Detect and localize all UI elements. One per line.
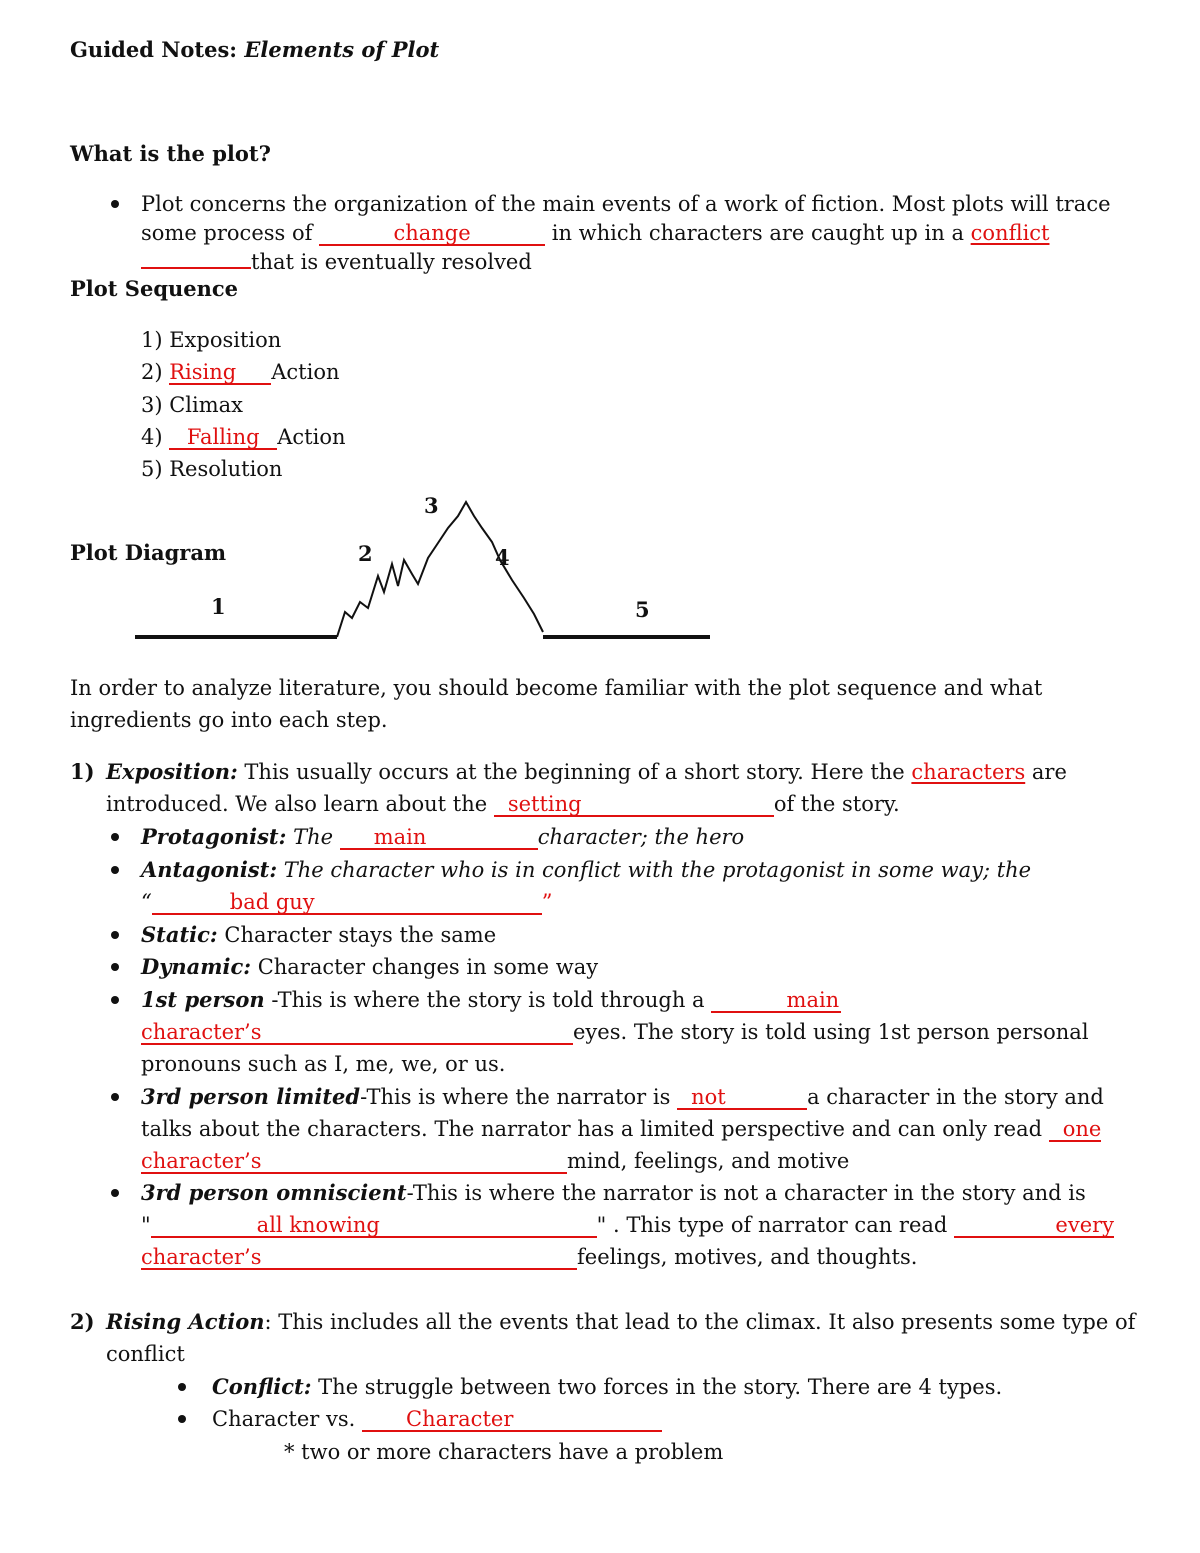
antagonist-line	[141, 856, 1031, 884]
first-person-line3: pronouns such as I, me, we, or us.	[141, 1052, 506, 1076]
dynamic-line	[141, 953, 598, 981]
plot-def-line3	[141, 247, 532, 276]
sequence-item-1: 1) Exposition	[141, 328, 282, 352]
static-line	[141, 921, 496, 949]
first-person-line	[141, 986, 841, 1014]
third-limited-text-2: a character in the story and	[807, 1085, 1104, 1109]
third-omniscient-line	[141, 1179, 1086, 1207]
exposition-t1: This usually occurs at the beginning of a short story. Here the	[237, 760, 912, 784]
protagonist-label: Protagonist:	[141, 824, 287, 849]
sequence-num: 4)	[141, 425, 170, 449]
plot-def-text-b: in which characters are caught up in a	[545, 221, 971, 245]
first-person-line2	[141, 1018, 1089, 1046]
cvc-text: Character vs.	[212, 1407, 363, 1431]
bullet-icon	[111, 931, 119, 939]
intro-line1: In order to analyze literature, you should become familiar with the plot sequence and what	[70, 676, 1043, 700]
sequence-heading: Plot Sequence	[70, 276, 239, 301]
diagram-label-1: 1	[211, 594, 226, 619]
bullet-icon	[111, 200, 119, 208]
sequence-item-4	[141, 423, 345, 451]
first-person-label: 1st person	[141, 987, 265, 1012]
answer-main: main	[340, 826, 538, 850]
third-limited-line2	[141, 1115, 1101, 1143]
section-number: 2)	[70, 1309, 95, 1334]
answer-rising: Rising	[169, 361, 271, 385]
bullet-icon	[178, 1415, 186, 1423]
dynamic-label: Dynamic:	[141, 954, 252, 979]
answer-characters-3: character’s	[141, 1246, 577, 1270]
conflict-label: Conflict:	[212, 1374, 312, 1399]
third-omniscient-text-2: " . This type of narrator can read	[596, 1213, 955, 1237]
answer-every: every	[954, 1214, 1114, 1238]
bullet-icon	[178, 1383, 186, 1391]
diagram-heading: Plot Diagram	[70, 540, 227, 565]
static-text: Character stays the same	[217, 923, 497, 947]
answer-change: change	[319, 222, 545, 246]
answer-all-knowing: all knowing	[151, 1214, 597, 1238]
protagonist-text: The	[286, 825, 340, 849]
bullet-icon	[111, 963, 119, 971]
rising-label: Rising Action	[106, 1309, 265, 1334]
exposition-text	[106, 758, 1067, 786]
third-omniscient-line2	[141, 1211, 1114, 1239]
exposition-t2: introduced. We also learn about the	[106, 792, 494, 816]
answer-falling: Falling	[169, 426, 277, 450]
sequence-item-2	[141, 358, 339, 386]
third-limited-label: 3rd person limited	[141, 1084, 361, 1109]
bullet-icon	[111, 1093, 119, 1101]
static-label: Static:	[141, 922, 218, 947]
page-title	[70, 36, 439, 64]
plot-def-line2	[141, 219, 1050, 247]
quote-mark: "	[141, 1213, 151, 1237]
diagram-label-3: 3	[424, 493, 439, 518]
blank-line	[141, 247, 251, 269]
conflict-text: The struggle between two forces in the story. There are 4 types.	[311, 1375, 1003, 1399]
open-quote: “	[141, 890, 152, 914]
sequence-text: Action	[277, 425, 346, 449]
third-omniscient-line3	[141, 1243, 917, 1271]
sequence-text: Action	[271, 360, 340, 384]
dynamic-text: Character changes in some way	[251, 955, 599, 979]
section-number: 1)	[70, 759, 95, 784]
antagonist-line2	[141, 888, 553, 916]
rising-falling-zigzag	[337, 502, 543, 637]
rising-text	[106, 1308, 1135, 1336]
answer-bad-guy: bad guy	[152, 891, 542, 915]
bullet-icon	[111, 1189, 119, 1197]
bullet-icon	[111, 833, 119, 841]
conflict-line	[212, 1373, 1002, 1401]
plot-def-line1: Plot concerns the organization of the main events of a work of fiction. Most plots will trace	[141, 192, 1111, 216]
answer-conflict: conflict	[970, 221, 1050, 245]
title-emphasis: Elements of Plot	[244, 37, 440, 62]
exposition-line2	[106, 790, 900, 818]
antagonist-label: Antagonist:	[141, 857, 278, 882]
third-limited-line	[141, 1083, 1104, 1111]
third-limited-text: -This is where the narrator is	[360, 1085, 678, 1109]
answer-one: one	[1049, 1118, 1102, 1142]
exposition-label: Exposition:	[106, 759, 238, 784]
rising-t1: : This includes all the events that lead to the climax. It also presents some type of	[264, 1310, 1136, 1334]
third-omniscient-text: -This is where the narrator is not a character in the story and is	[406, 1181, 1086, 1205]
what-heading: What is the plot?	[70, 141, 271, 166]
third-omniscient-label: 3rd person omniscient	[141, 1180, 407, 1205]
plot-def-text: some process of	[141, 221, 320, 245]
antagonist-text: The character who is in conflict with the protagonist in some way; the	[277, 858, 1032, 882]
plot-diagram	[0, 480, 760, 650]
first-person-text-2: eyes. The story is told using 1st person personal	[573, 1020, 1089, 1044]
answer-characters-2: character’s	[141, 1150, 567, 1174]
third-limited-text-3: talks about the characters. The narrator has a limited perspective and can only read	[141, 1117, 1049, 1141]
answer-setting: setting	[494, 793, 774, 817]
third-omniscient-text-3: feelings, motives, and thoughts.	[577, 1245, 918, 1269]
close-quote: ”	[541, 890, 553, 914]
exposition-line1	[70, 758, 1067, 786]
answer-characters-1: character’s	[141, 1021, 573, 1045]
rising-line1	[70, 1308, 1136, 1336]
sequence-item-5: 5) Resolution	[141, 457, 283, 481]
answer-not: not	[677, 1086, 807, 1110]
diagram-label-4: 4	[495, 545, 510, 570]
answer-characters: characters	[911, 760, 1026, 784]
rising-line2: conflict	[106, 1342, 185, 1366]
protagonist-text-2: character; the hero	[537, 825, 745, 849]
third-limited-text-4: mind, feelings, and motive	[567, 1149, 850, 1173]
answer-main-2: main	[711, 989, 841, 1013]
bullet-icon	[111, 996, 119, 1004]
sequence-num: 2)	[141, 360, 170, 384]
sequence-item-3: 3) Climax	[141, 393, 244, 417]
intro-line2: ingredients go into each step.	[70, 708, 388, 732]
character-vs-character-line	[212, 1405, 662, 1433]
exposition-t2b: of the story.	[773, 792, 900, 816]
diagram-label-2: 2	[358, 541, 373, 566]
cvc-note: * two or more characters have a problem	[284, 1440, 724, 1464]
third-limited-line3	[141, 1147, 849, 1175]
plot-def-text-c: that is eventually resolved	[251, 250, 532, 274]
exposition-t1b: are	[1025, 760, 1067, 784]
diagram-label-5: 5	[635, 597, 650, 622]
answer-character: Character	[362, 1408, 662, 1432]
protagonist-line	[141, 823, 744, 851]
title-prefix: Guided Notes:	[70, 37, 245, 62]
first-person-text: -This is where the story is told through a	[264, 988, 712, 1012]
bullet-icon	[111, 866, 119, 874]
